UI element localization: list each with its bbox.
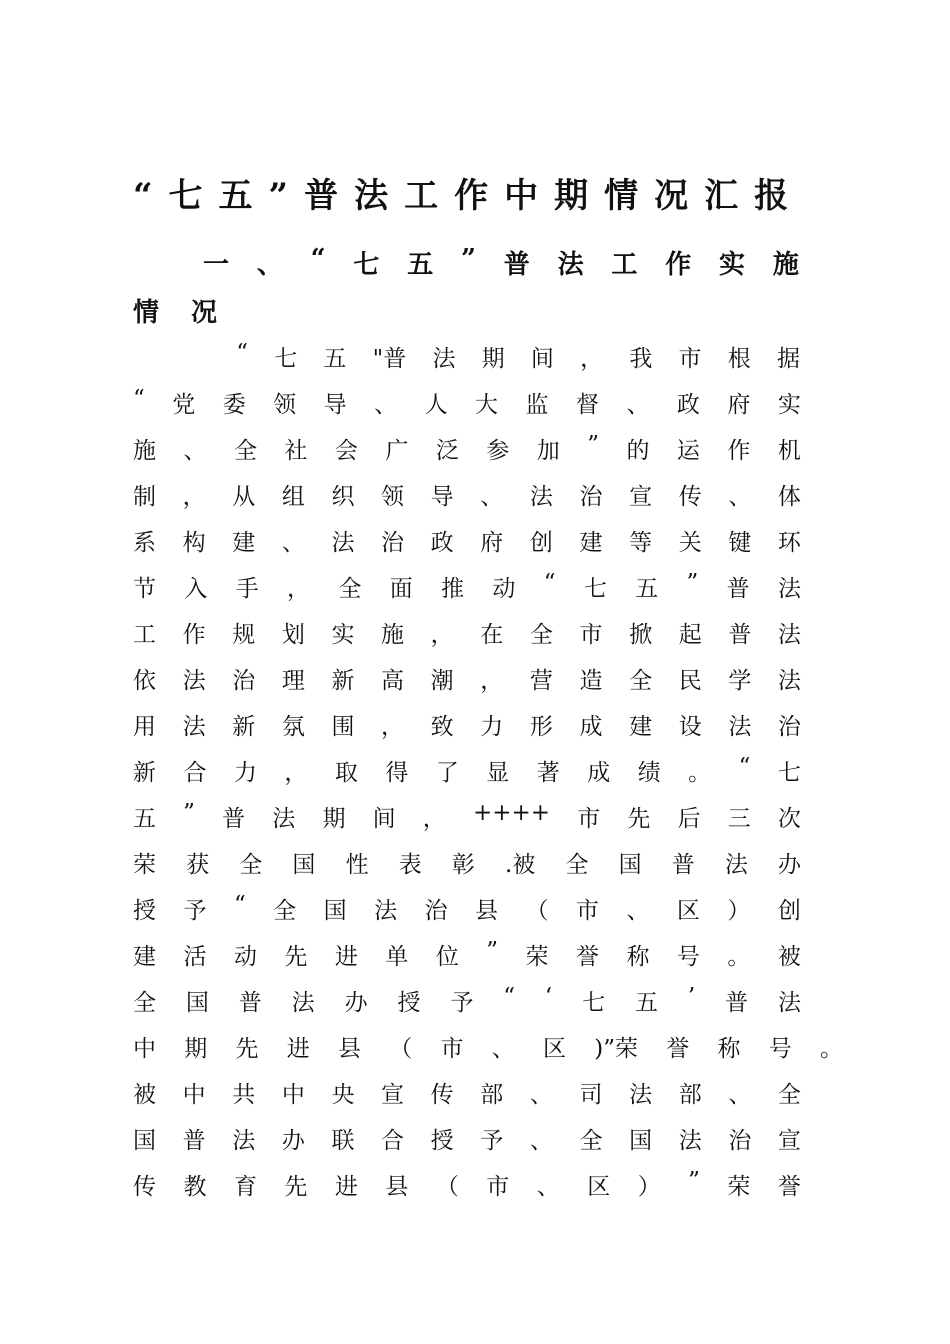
body-char: 传: [678, 484, 702, 510]
body-char: 划: [281, 622, 305, 648]
body-char: 五: [635, 576, 659, 602]
body-char: 施: [133, 438, 156, 464]
body-char: 七: [274, 346, 298, 372]
body-char: 建: [133, 944, 156, 970]
body-char: 后: [677, 806, 701, 832]
body-char: 法: [232, 1128, 256, 1154]
body-char: 动: [233, 944, 257, 970]
body-line: [133, 1030, 843, 1063]
heading-char: 五: [407, 250, 434, 280]
body-char: 法: [182, 714, 206, 740]
body-char: 区: [543, 1036, 566, 1062]
body-char: 治: [777, 714, 801, 740]
body-line: [133, 386, 801, 419]
body-char: 键: [728, 530, 752, 556]
body-char: 、: [728, 1082, 752, 1108]
body-char: 国: [185, 990, 209, 1016]
body-char: 建: [629, 714, 653, 740]
body-char: 予: [480, 1128, 504, 1154]
body-char: 、: [529, 1082, 553, 1108]
heading-char: 法: [557, 250, 584, 280]
body-char: 节: [133, 576, 156, 602]
body-char: 市: [678, 346, 702, 372]
body-char: 全: [529, 622, 553, 648]
body-char: 部: [678, 1082, 702, 1108]
body-char: 导: [323, 392, 347, 418]
body-char: 治: [728, 1128, 752, 1154]
body-char: 部: [480, 1082, 504, 1108]
heading-char: 实: [719, 250, 746, 280]
body-char: 规: [232, 622, 256, 648]
body-char: 、: [626, 898, 650, 924]
body-char: 。: [688, 760, 712, 786]
body-char: 形: [529, 714, 553, 740]
body-char: 国: [629, 1128, 653, 1154]
body-char: 实: [777, 392, 801, 418]
body-char: 进: [286, 1036, 310, 1062]
heading-char: 一: [203, 250, 230, 280]
body-char: ”: [686, 570, 699, 596]
body-char: 系: [133, 530, 156, 556]
body-char: 期: [481, 346, 505, 372]
body-line: [133, 754, 801, 787]
body-char: 全: [239, 852, 263, 878]
body-char: 大: [475, 392, 499, 418]
heading-char: 情: [133, 298, 160, 328]
body-line: [133, 800, 801, 833]
body-line: [133, 524, 801, 557]
body-char: 五: [634, 990, 658, 1016]
body-char: 建: [579, 530, 603, 556]
body-char: 县: [475, 898, 499, 924]
body-char: 市: [486, 1174, 510, 1200]
body-char: 领: [273, 392, 297, 418]
body-char: 党: [172, 392, 196, 418]
body-char: 法: [778, 576, 801, 602]
body-char: 办: [778, 852, 801, 878]
body-char: 加: [536, 438, 560, 464]
body-char: 县: [385, 1174, 409, 1200]
heading-char: ”: [461, 244, 476, 274]
body-char: 依: [133, 668, 156, 694]
body-char: 誉: [777, 1174, 801, 1200]
body-line: [133, 892, 801, 925]
body-char: 荣: [133, 852, 156, 878]
body-char: 治: [424, 898, 448, 924]
body-char: 间: [372, 806, 396, 832]
body-char: 予: [183, 898, 207, 924]
body-char: ”: [688, 1168, 700, 1194]
body-char: 区: [676, 898, 700, 924]
body-char: ，: [422, 806, 446, 832]
body-char: 、: [728, 484, 752, 510]
heading-char: 施: [772, 250, 799, 280]
body-char: 动: [492, 576, 516, 602]
body-char: 著: [536, 760, 560, 786]
body-char: 被: [777, 944, 801, 970]
body-char: 荣: [525, 944, 549, 970]
body-char: 我: [629, 346, 653, 372]
body-line: [133, 478, 801, 511]
body-char: ）: [637, 1174, 661, 1200]
body-char: 法: [728, 714, 752, 740]
body-char: 法: [777, 990, 801, 1016]
body-char: 取: [334, 760, 358, 786]
body-char: 法: [777, 622, 801, 648]
body-char: 机: [777, 438, 801, 464]
body-char: 全: [579, 1128, 603, 1154]
body-char: 监: [525, 392, 549, 418]
body-char: （: [525, 898, 549, 924]
body-char: 法: [777, 668, 801, 694]
body-char: 被: [133, 1082, 156, 1108]
body-char: 宣: [629, 484, 653, 510]
body-char: 新: [232, 714, 256, 740]
body-char: 泛: [435, 438, 459, 464]
body-char: 绩: [637, 760, 661, 786]
body-char: 三: [727, 806, 751, 832]
body-line: [133, 938, 801, 971]
body-char: “: [738, 754, 751, 780]
heading-char: “: [310, 244, 326, 274]
heading-char: 、: [256, 250, 283, 280]
body-char: 成: [587, 760, 611, 786]
body-char: 普: [238, 990, 262, 1016]
body-char: 用: [133, 714, 156, 740]
body-char: 创: [777, 898, 801, 924]
body-line: [133, 570, 801, 603]
body-char: 营: [529, 668, 553, 694]
body-char: （: [389, 1036, 413, 1062]
body-char: 法: [331, 530, 355, 556]
body-char: 导: [430, 484, 454, 510]
body-char: 实: [331, 622, 355, 648]
body-char: 普: [725, 990, 749, 1016]
body-char: “: [503, 984, 515, 1010]
body-char: 手: [235, 576, 259, 602]
body-char: 授: [397, 990, 421, 1016]
body-char: 人: [424, 392, 448, 418]
body-char: 称: [626, 944, 650, 970]
body-line: [133, 984, 801, 1017]
body-char: 国: [133, 1128, 156, 1154]
body-char: （: [435, 1174, 459, 1200]
body-char: 全: [273, 898, 297, 924]
body-char: 设: [678, 714, 702, 740]
body-char: 参: [486, 438, 510, 464]
body-char: 据: [776, 346, 800, 372]
body-char: 法: [182, 668, 206, 694]
body-char: 的: [626, 438, 650, 464]
body-char: 根: [727, 346, 751, 372]
body-char: 新: [331, 668, 355, 694]
body-char: 七: [582, 990, 606, 1016]
body-char: 掀: [629, 622, 653, 648]
body-char: 得: [385, 760, 409, 786]
body-char: 、: [374, 392, 398, 418]
body-char: 国: [292, 852, 316, 878]
body-char: 推: [441, 576, 465, 602]
body-char: 法: [724, 852, 748, 878]
body-char: 间: [530, 346, 554, 372]
body-char: ‘: [544, 984, 553, 1010]
body-line: [133, 1168, 801, 1201]
body-char: 、: [529, 1128, 553, 1154]
body-char: 制: [133, 484, 156, 510]
body-char: 、: [626, 392, 650, 418]
body-char: ，: [430, 622, 454, 648]
body-char: 工: [133, 622, 156, 648]
body-char: 普: [671, 852, 695, 878]
body-char: 委: [222, 392, 246, 418]
body-char: 组: [281, 484, 305, 510]
body-char: “: [133, 386, 145, 412]
body-char: ”: [587, 432, 599, 458]
body-char: 府: [727, 392, 751, 418]
body-char: 督: [575, 392, 599, 418]
body-char: )”荣: [594, 1036, 638, 1062]
body-char: ，: [381, 714, 405, 740]
body-char: 造: [579, 668, 603, 694]
body-char: 成: [579, 714, 603, 740]
body-char: 中: [281, 1082, 305, 1108]
document-title: “七五”普法工作中期情况汇报: [133, 176, 805, 216]
body-char: 合: [183, 760, 207, 786]
body-char: 全: [233, 438, 257, 464]
body-char: 力: [480, 714, 504, 740]
body-line: [133, 616, 801, 649]
body-char: 法: [272, 806, 296, 832]
body-char: 致: [430, 714, 454, 740]
body-char: 号: [676, 944, 700, 970]
body-char: 运: [676, 438, 700, 464]
body-char: 面: [389, 576, 413, 602]
body-char: 号: [768, 1036, 792, 1062]
body-char: 宣: [777, 1128, 801, 1154]
body-char: ，: [480, 668, 504, 694]
body-char: 单: [385, 944, 409, 970]
body-char: 法: [432, 346, 456, 372]
body-char: 全: [629, 668, 653, 694]
body-char: 区: [587, 1174, 611, 1200]
body-char: .被: [504, 852, 536, 878]
heading-char: 况: [190, 298, 217, 328]
heading-char: 工: [611, 250, 638, 280]
body-line: [133, 846, 801, 879]
body-char: 建: [232, 530, 256, 556]
body-char: 织: [331, 484, 355, 510]
body-char: 办: [281, 1128, 305, 1154]
body-char: 领: [381, 484, 405, 510]
body-char: 学: [728, 668, 752, 694]
body-line: [133, 1076, 801, 1109]
body-char: 起: [678, 622, 702, 648]
body-char: 环: [777, 530, 801, 556]
body-char: 司: [579, 1082, 603, 1108]
body-char: 。: [727, 944, 751, 970]
body-char: 创: [529, 530, 553, 556]
body-char: 次: [777, 806, 801, 832]
body-char: 关: [678, 530, 702, 556]
body-char: 政: [676, 392, 700, 418]
heading-char: 作: [665, 250, 692, 280]
body-char: 、: [491, 1036, 515, 1062]
body-char: 传: [430, 1082, 454, 1108]
body-char: 构: [182, 530, 206, 556]
body-char: 在: [480, 622, 504, 648]
body-char: 全: [777, 1082, 801, 1108]
body-char: ，: [182, 484, 206, 510]
body-char: 荣: [727, 1174, 751, 1200]
body-char: 市: [579, 622, 603, 648]
body-char: 广: [385, 438, 409, 464]
body-char: 法: [529, 484, 553, 510]
body-char: “: [543, 570, 556, 596]
body-char: 全: [338, 576, 362, 602]
body-char: 表: [398, 852, 422, 878]
body-char: 性: [345, 852, 369, 878]
body-char: 县: [338, 1036, 361, 1062]
body-char: 氛: [281, 714, 305, 740]
body-char: 治: [579, 484, 603, 510]
body-char: 五: [323, 346, 347, 372]
body-char: 、: [281, 530, 305, 556]
body-char: ）: [727, 898, 751, 924]
body-char: ++++: [472, 800, 551, 826]
body-char: 中: [133, 1036, 156, 1062]
body-char: ’: [687, 984, 696, 1010]
body-char: 。: [819, 1036, 843, 1062]
body-line: [133, 662, 801, 695]
body-char: ，: [287, 576, 311, 602]
body-char: ”: [486, 938, 499, 964]
body-char: 市: [440, 1036, 464, 1062]
body-char: 中: [182, 1082, 206, 1108]
heading-char: 普: [503, 250, 530, 280]
body-char: ”: [183, 800, 195, 826]
body-char: 五: [133, 806, 156, 832]
body-char: 政: [430, 530, 454, 556]
body-char: 央: [331, 1082, 355, 1108]
body-char: 授: [133, 898, 156, 924]
body-char: “: [236, 340, 248, 366]
body-char: 新: [133, 760, 156, 786]
body-char: 入: [184, 576, 208, 602]
body-char: 市: [575, 898, 599, 924]
body-char: 高: [381, 668, 405, 694]
body-char: 民: [678, 668, 702, 694]
section-heading-line-1: [133, 244, 799, 281]
body-char: 活: [183, 944, 207, 970]
body-char: 进: [334, 1174, 358, 1200]
body-char: 联: [331, 1128, 355, 1154]
body-char: 、: [183, 438, 207, 464]
body-char: 围: [331, 714, 355, 740]
body-char: 作: [727, 438, 751, 464]
body-char: 会: [334, 438, 358, 464]
body-char: ，: [580, 346, 604, 372]
body-char: 国: [323, 898, 347, 924]
body-char: 普: [182, 1128, 206, 1154]
body-char: 作: [182, 622, 206, 648]
body-char: "普: [372, 346, 407, 372]
body-char: 法: [374, 898, 398, 924]
body-char: 潮: [430, 668, 454, 694]
body-char: 法: [629, 1082, 653, 1108]
body-char: 先: [627, 806, 651, 832]
body-char: 理: [281, 668, 305, 694]
body-char: 合: [381, 1128, 405, 1154]
heading-char: 七: [353, 250, 380, 280]
body-char: 、: [480, 484, 504, 510]
body-char: 体: [777, 484, 801, 510]
body-char: 七: [583, 576, 607, 602]
body-char: 显: [486, 760, 510, 786]
body-char: 了: [435, 760, 459, 786]
body-char: 先: [284, 944, 308, 970]
body-char: 彰: [451, 852, 475, 878]
body-line: [210, 340, 800, 373]
body-char: 力: [233, 760, 257, 786]
body-char: 等: [629, 530, 653, 556]
body-char: 普: [222, 806, 246, 832]
body-char: 先: [235, 1036, 259, 1062]
body-char: 普: [728, 622, 752, 648]
body-char: 先: [284, 1174, 308, 1200]
body-line: [133, 432, 801, 465]
body-char: 全: [133, 990, 156, 1016]
body-char: 府: [480, 530, 504, 556]
body-char: 市: [577, 806, 601, 832]
body-char: 期: [322, 806, 346, 832]
body-char: 共: [232, 1082, 256, 1108]
body-char: 予: [450, 990, 474, 1016]
body-char: 授: [430, 1128, 454, 1154]
body-char: 治: [232, 668, 256, 694]
body-char: 进: [334, 944, 358, 970]
body-char: 从: [232, 484, 256, 510]
body-char: 称: [717, 1036, 741, 1062]
body-char: 传: [133, 1174, 156, 1200]
body-char: “: [233, 892, 246, 918]
body-line: [133, 1122, 801, 1155]
body-char: 普: [726, 576, 750, 602]
body-char: 教: [183, 1174, 207, 1200]
body-char: 育: [233, 1174, 257, 1200]
body-char: 获: [186, 852, 210, 878]
body-char: 誉: [666, 1036, 690, 1062]
body-char: 全: [565, 852, 589, 878]
body-char: 治: [381, 530, 405, 556]
body-char: 宣: [381, 1082, 405, 1108]
body-char: 国: [618, 852, 642, 878]
body-char: 办: [344, 990, 368, 1016]
body-char: 七: [777, 760, 801, 786]
body-char: 位: [435, 944, 459, 970]
body-char: 社: [284, 438, 308, 464]
body-char: 法: [291, 990, 315, 1016]
body-char: ，: [284, 760, 308, 786]
body-char: 法: [678, 1128, 702, 1154]
body-char: 誉: [575, 944, 599, 970]
body-char: 施: [381, 622, 405, 648]
body-char: 期: [184, 1036, 208, 1062]
body-line: [133, 708, 801, 741]
section-heading-line-2: [133, 292, 217, 329]
body-char: 、: [536, 1174, 560, 1200]
